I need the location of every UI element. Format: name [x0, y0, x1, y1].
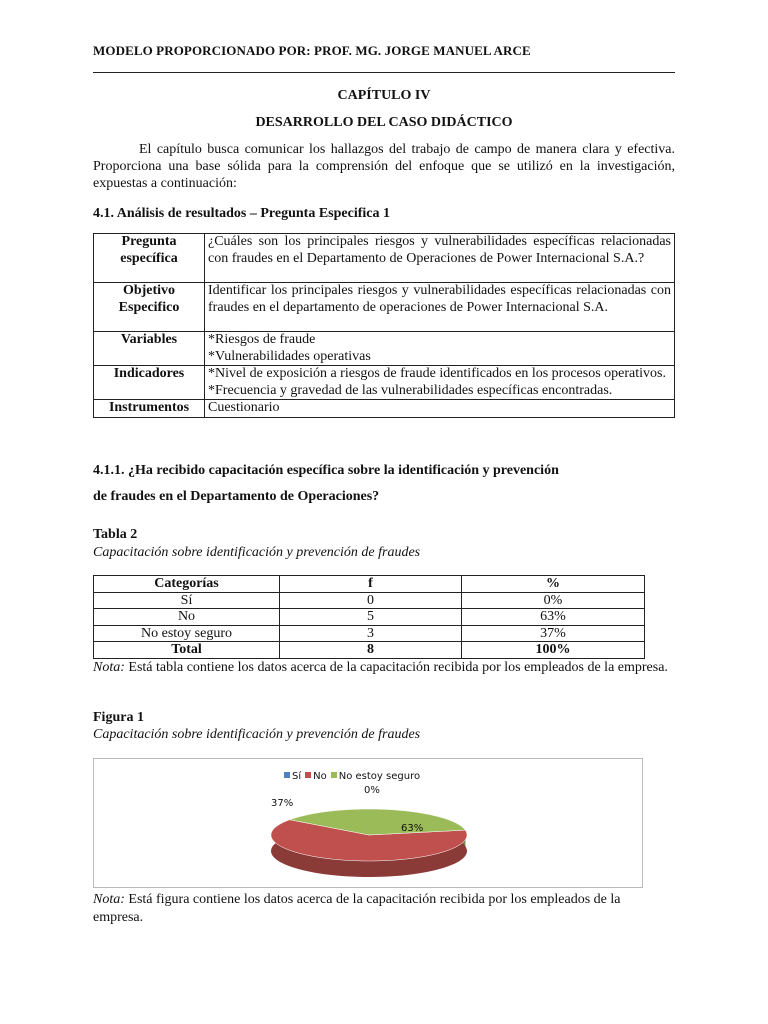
variable-line: *Riesgos de fraude — [208, 332, 316, 347]
table-cell: Sí — [94, 592, 280, 609]
figure-title: Figura 1 — [93, 710, 144, 725]
specific-question-table — [93, 233, 675, 418]
question-heading-line2: de fraudes en el Departamento de Operaciones? — [93, 489, 380, 504]
row-value: Cuestionario — [205, 400, 675, 418]
column-header: Categorías — [94, 576, 280, 593]
table-row — [94, 625, 645, 642]
row-label: Objetivo Especifico — [94, 283, 205, 332]
table-cell: No estoy seguro — [94, 625, 280, 642]
row-label: Variables — [94, 332, 205, 366]
table-cell: 3 — [280, 625, 462, 642]
note-label: Nota: — [93, 660, 125, 675]
table-cell: Total — [94, 642, 280, 659]
table-total-row — [94, 642, 645, 659]
intro-paragraph — [93, 141, 675, 192]
legend-label: Sí — [292, 771, 302, 782]
table-note — [93, 659, 668, 677]
frequency-table — [93, 575, 645, 659]
table-row — [94, 400, 675, 418]
row-value — [205, 332, 675, 366]
chapter-title: DESARROLLO DEL CASO DIDÁCTICO — [255, 115, 513, 130]
section-heading: 4.1. Análisis de resultados – Pregunta Especifica 1 — [93, 206, 391, 221]
legend-swatch — [331, 772, 337, 778]
legend-label: No — [313, 771, 327, 782]
intro-text: El capítulo busca comunicar los hallazgos del trabajo de campo de manera clara y efectiva. Proporciona una base sólida para la comprensión del enfoque que se utilizó en la investigación, expuestas a continuación: — [93, 142, 675, 191]
column-header: % — [462, 576, 645, 593]
legend-swatch — [284, 772, 290, 778]
variable-line: *Vulnerabilidades operativas — [208, 348, 371, 364]
table-header-row — [94, 576, 645, 593]
legend-item — [284, 771, 301, 782]
table-subtitle: Capacitación sobre identificación y prevención de fraudes — [93, 545, 421, 560]
table-row — [94, 234, 675, 283]
table-cell: 63% — [462, 609, 645, 626]
legend-label: No estoy seguro — [338, 771, 421, 782]
data-label-no: 63% — [401, 823, 424, 834]
row-label: Pregunta específica — [94, 234, 205, 283]
pie-chart — [93, 758, 643, 888]
note-text: Está tabla contiene los datos acerca de la capacitación recibida por los empleados de la empresa. — [128, 660, 668, 675]
row-label: Indicadores — [94, 366, 205, 400]
table-row — [94, 592, 645, 609]
header-rule — [93, 72, 675, 73]
table-row — [94, 366, 675, 400]
legend-item — [305, 771, 327, 782]
chart-legend — [284, 771, 424, 782]
indicator-line: *Nivel de exposición a riesgos de fraude identificados en los procesos operativos. — [208, 366, 666, 381]
table-cell: 0% — [462, 592, 645, 609]
column-header: f — [280, 576, 462, 593]
legend-item — [331, 771, 420, 782]
table-title: Tabla 2 — [93, 527, 138, 542]
chapter-number: CAPÍTULO IV — [337, 88, 431, 103]
question-heading-line1: 4.1.1. ¿Ha recibido capacitación específica sobre la identificación y prevención — [93, 463, 559, 478]
page-header: MODELO PROPORCIONADO POR: PROF. MG. JORGE MANUEL ARCE — [93, 43, 531, 58]
figure-subtitle: Capacitación sobre identificación y prevención de fraudes — [93, 727, 421, 742]
table-row — [94, 332, 675, 366]
table-cell: 5 — [280, 609, 462, 626]
data-label-si: 0% — [364, 785, 380, 796]
indicator-line: *Frecuencia y gravedad de las vulnerabilidades específicas encontradas. — [208, 382, 613, 398]
table-cell: 0 — [280, 592, 462, 609]
row-value: ¿Cuáles son los principales riesgos y vulnerabilidades específicas relacionadas con fraudes en el Departamento de Operaciones de Power Internacional S.A.? — [205, 234, 675, 283]
row-value — [205, 366, 675, 400]
table-row — [94, 283, 675, 332]
table-cell: 8 — [280, 642, 462, 659]
data-label-no-estoy-seguro: 37% — [271, 798, 294, 809]
table-cell: 37% — [462, 625, 645, 642]
table-cell: No — [94, 609, 280, 626]
figure-note — [93, 891, 668, 927]
row-label: Instrumentos — [94, 400, 205, 418]
legend-swatch — [305, 772, 311, 778]
note-label: Nota: — [93, 892, 125, 907]
note-text: Está figura contiene los datos acerca de la capacitación recibida por los empleados de la empresa. — [93, 892, 621, 925]
table-row — [94, 609, 645, 626]
row-value: Identificar los principales riesgos y vulnerabilidades específicas relacionadas con fraudes en el departamento de operaciones de Power Internacional S.A. — [205, 283, 675, 332]
table-cell: 100% — [462, 642, 645, 659]
